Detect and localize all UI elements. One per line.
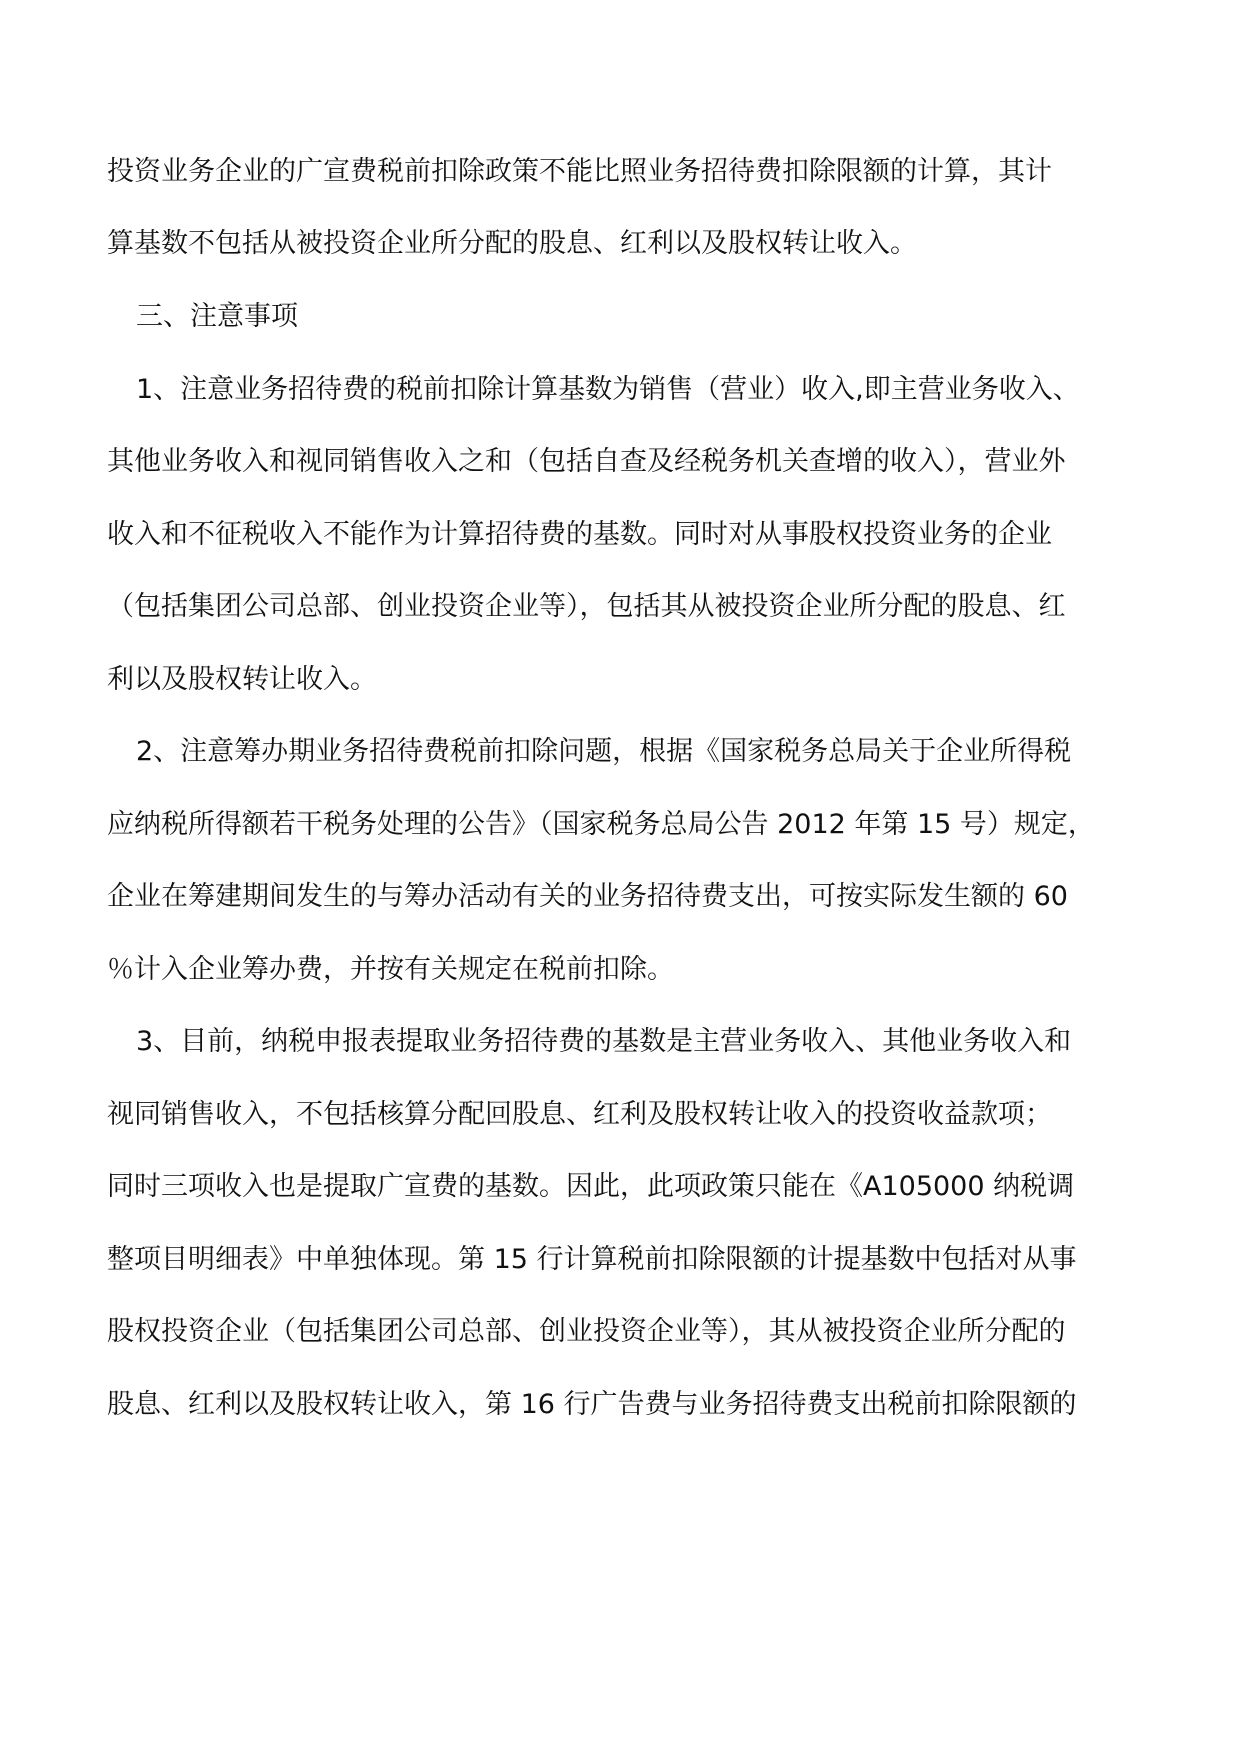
text-line-6: 收入和不征税收入不能作为计算招待费的基数。同时对从事股权投资业务的企业 — [107, 519, 1052, 550]
text-line-11: 企业在筹建期间发生的与筹办活动有关的业务招待费支出，可按实际发生额的 60 — [107, 881, 1068, 912]
text-line-5: 其他业务收入和视同销售收入之和（包括自查及经税务机关查增的收入），营业外 — [107, 446, 1066, 477]
text-line-2: 算基数不包括从被投资企业所分配的股息、红利以及股权转让收入。 — [107, 228, 917, 259]
text-line-15: 同时三项收入也是提取广宣费的基数。因此，此项政策只能在《A105000 纳税调 — [107, 1171, 1075, 1202]
text-line-10: 应纳税所得额若干税务处理的公告》（国家税务总局公告 2012 年第 15 号）规定， — [107, 809, 1095, 840]
text-line-13: 3、目前，纳税申报表提取业务招待费的基数是主营业务收入、其他业务收入和 — [136, 1026, 1072, 1057]
text-line-7: （包括集团公司总部、创业投资企业等），包括其从被投资企业所分配的股息、红 — [107, 591, 1066, 622]
text-line-8: 利以及股权转让收入。 — [107, 664, 377, 695]
text-line-4: 1、注意业务招待费的税前扣除计算基数为销售（营业）收入,即主营业务收入、 — [136, 374, 1080, 405]
text-line-1: 投资业务企业的广宣费税前扣除政策不能比照业务招待费扣除限额的计算，其计 — [107, 156, 1052, 187]
text-line-16: 整项目明细表》中单独体现。第 15 行计算税前扣除限额的计提基数中包括对从事 — [107, 1244, 1077, 1275]
section-heading: 三、注意事项 — [136, 301, 298, 332]
text-line-12: ％计入企业筹办费，并按有关规定在税前扣除。 — [107, 954, 674, 985]
text-line-17: 股权投资企业（包括集团公司总部、创业投资企业等），其从被投资企业所分配的 — [107, 1316, 1066, 1347]
text-line-14: 视同销售收入，不包括核算分配回股息、红利及股权转让收入的投资收益款项； — [107, 1099, 1052, 1130]
text-line-18: 股息、红利以及股权转让收入，第 16 行广告费与业务招待费支出税前扣除限额的 — [107, 1389, 1077, 1420]
text-line-9: 2、注意筹办期业务招待费税前扣除问题，根据《国家税务总局关于企业所得税 — [136, 736, 1072, 767]
